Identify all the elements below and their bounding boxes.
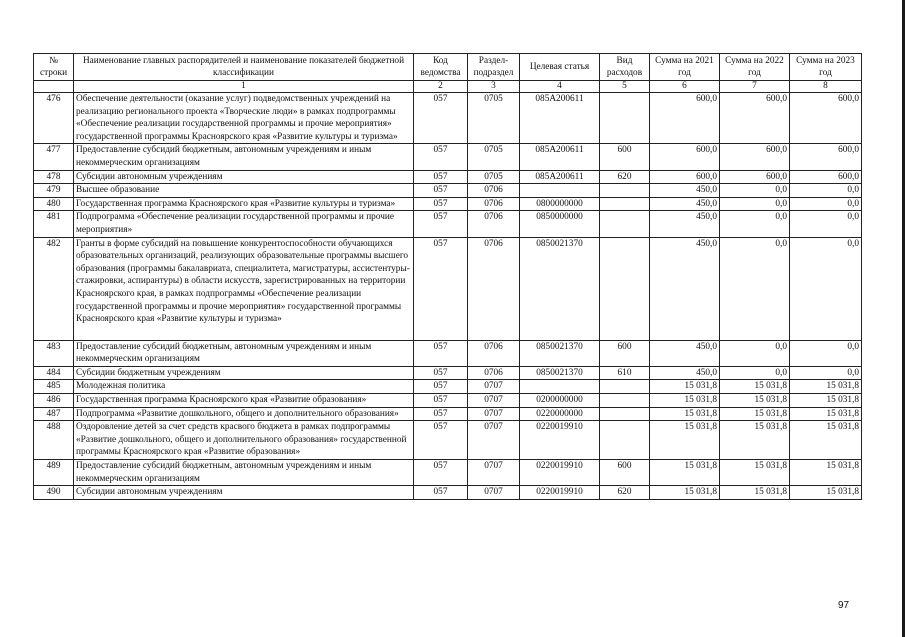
sum-2023-cell: 0,0 (790, 340, 862, 366)
row-number-cell: 485 (34, 380, 74, 394)
sum-2022-cell: 0,0 (720, 237, 790, 340)
dept-code-cell: 057 (414, 184, 468, 198)
table-row (34, 460, 862, 486)
row-name-cell: Подпрограмма «Обеспечение реализации государственной программы и прочие мероприятия» (74, 211, 414, 237)
row-name-cell: Предоставление субсидий бюджетным, автономным учреждениям и иным некоммерческим организациям (74, 340, 414, 366)
dept-code-cell: 057 (414, 380, 468, 394)
dept-code-cell: 057 (414, 407, 468, 421)
dept-code-cell: 057 (414, 144, 468, 170)
table-row (34, 237, 862, 340)
target-article-cell: 0800000000 (520, 197, 600, 211)
sum-2022-cell: 0,0 (720, 211, 790, 237)
sum-2023-cell: 600,0 (790, 93, 862, 144)
expense-type-cell: 600 (600, 340, 650, 366)
expense-type-cell (600, 407, 650, 421)
sum-2021-cell: 600,0 (650, 170, 720, 184)
section-code-cell: 0707 (468, 421, 520, 460)
dept-code-cell: 057 (414, 421, 468, 460)
column-number: 3 (468, 81, 520, 93)
column-number (34, 81, 74, 93)
header-row-no: № строки (34, 54, 74, 81)
sum-2023-cell: 15 031,8 (790, 460, 862, 486)
target-article-cell: 085A200611 (520, 93, 600, 144)
expense-type-cell (600, 197, 650, 211)
row-number-cell: 479 (34, 184, 74, 198)
dept-code-cell: 057 (414, 211, 468, 237)
dept-code-cell: 057 (414, 93, 468, 144)
expense-type-cell (600, 380, 650, 394)
sum-2022-cell: 15 031,8 (720, 460, 790, 486)
table-row (34, 380, 862, 394)
sum-2021-cell: 450,0 (650, 197, 720, 211)
sum-2021-cell: 15 031,8 (650, 407, 720, 421)
row-name-cell: Субсидии бюджетным учреждениям (74, 366, 414, 380)
header-dept: Код ведомства (414, 54, 468, 81)
sum-2022-cell: 600,0 (720, 170, 790, 184)
target-article-cell: 0220019910 (520, 486, 600, 500)
target-article-cell: 0850021370 (520, 366, 600, 380)
row-number-cell: 477 (34, 144, 74, 170)
expense-type-cell (600, 237, 650, 340)
dept-code-cell: 057 (414, 486, 468, 500)
header-sum-2023: Сумма на 2023 год (790, 54, 862, 81)
sum-2023-cell: 0,0 (790, 366, 862, 380)
section-code-cell: 0706 (468, 340, 520, 366)
target-article-cell: 0200000000 (520, 394, 600, 408)
row-name-cell: Подпрограмма «Развитие дошкольного, общего и дополнительного образования» (74, 407, 414, 421)
column-number: 6 (650, 81, 720, 93)
sum-2022-cell: 0,0 (720, 340, 790, 366)
dept-code-cell: 057 (414, 340, 468, 366)
sum-2022-cell: 0,0 (720, 366, 790, 380)
sum-2021-cell: 15 031,8 (650, 421, 720, 460)
row-name-cell: Оздоровление детей за счет средств красвого бюджета в рамках подпрограммы «Развитие дошкольного, общего и дополнительного образования» государственной программы Красноярского края «Развитие образования» (74, 421, 414, 460)
row-name-cell: Государственная программа Красноярского края «Развитие образования» (74, 394, 414, 408)
row-number-cell: 490 (34, 486, 74, 500)
row-name-cell: Государственная программа Красноярского края «Развитие культуры и туризма» (74, 197, 414, 211)
table-row (34, 394, 862, 408)
target-article-cell: 0850021370 (520, 340, 600, 366)
sum-2021-cell: 15 031,8 (650, 394, 720, 408)
column-number: 5 (600, 81, 650, 93)
expense-type-cell (600, 394, 650, 408)
row-number-cell: 486 (34, 394, 74, 408)
sum-2022-cell: 15 031,8 (720, 486, 790, 500)
expense-type-cell: 610 (600, 366, 650, 380)
target-article-cell: 0220019910 (520, 421, 600, 460)
sum-2021-cell: 450,0 (650, 340, 720, 366)
target-article-cell: 0850000000 (520, 211, 600, 237)
header-target: Целевая статья (520, 54, 600, 81)
sum-2023-cell: 0,0 (790, 197, 862, 211)
row-number-cell: 488 (34, 421, 74, 460)
dept-code-cell: 057 (414, 394, 468, 408)
row-name-cell: Гранты в форме субсидий на повышение конкурентоспособности обучающихся образовательных организаций, реализующих образовательные программы высшего образования (программы бакалавриата, специалитета, магистратуры, ассистентуры-стажировки, аспирантуры) в области искусств, зарегистрированных на территории Красноярского края, в рамках подпрограммы «Обеспечение реализации государственной программы и прочие мероприятия» государственной программы Красноярского края «Развитие культуры и туризма» (74, 237, 414, 340)
section-code-cell: 0707 (468, 394, 520, 408)
header-name: Наименование главных распорядителей и наименование показателей бюджетной классификации (74, 54, 414, 81)
row-number-cell: 487 (34, 407, 74, 421)
table-row (34, 144, 862, 170)
section-code-cell: 0707 (468, 486, 520, 500)
row-name-cell: Субсидии автономным учреждениям (74, 486, 414, 500)
dept-code-cell: 057 (414, 366, 468, 380)
row-number-cell: 489 (34, 460, 74, 486)
row-name-cell: Высшее образование (74, 184, 414, 198)
sum-2023-cell: 15 031,8 (790, 421, 862, 460)
table-row (34, 184, 862, 198)
header-section: Раздел-подраздел (468, 54, 520, 81)
expense-type-cell: 600 (600, 460, 650, 486)
sum-2022-cell: 0,0 (720, 184, 790, 198)
section-code-cell: 0707 (468, 407, 520, 421)
sum-2022-cell: 15 031,8 (720, 407, 790, 421)
table-row (34, 93, 862, 144)
target-article-cell: 085A200611 (520, 144, 600, 170)
expense-type-cell (600, 211, 650, 237)
sum-2021-cell: 600,0 (650, 144, 720, 170)
sum-2022-cell: 15 031,8 (720, 394, 790, 408)
sum-2021-cell: 15 031,8 (650, 486, 720, 500)
row-number-cell: 478 (34, 170, 74, 184)
table-body (34, 93, 862, 500)
sum-2023-cell: 600,0 (790, 170, 862, 184)
target-article-cell: 0850021370 (520, 237, 600, 340)
table-row (34, 170, 862, 184)
table-row (34, 407, 862, 421)
header-sum-2022: Сумма на 2022 год (720, 54, 790, 81)
header-sum-2021: Сумма на 2021 год (650, 54, 720, 81)
sum-2023-cell: 600,0 (790, 144, 862, 170)
table-row (34, 211, 862, 237)
column-number: 7 (720, 81, 790, 93)
sum-2023-cell: 15 031,8 (790, 394, 862, 408)
budget-table (33, 53, 862, 500)
dept-code-cell: 057 (414, 237, 468, 340)
expense-type-cell (600, 93, 650, 144)
sum-2022-cell: 15 031,8 (720, 380, 790, 394)
target-article-cell: 085A200611 (520, 170, 600, 184)
row-number-cell: 484 (34, 366, 74, 380)
expense-type-cell: 620 (600, 170, 650, 184)
sum-2023-cell: 15 031,8 (790, 380, 862, 394)
table-header-row (34, 54, 862, 81)
table-row (34, 197, 862, 211)
target-article-cell: 0220000000 (520, 407, 600, 421)
sum-2021-cell: 450,0 (650, 366, 720, 380)
row-name-cell: Обеспечение деятельности (оказание услуг) подведомственных учреждений на реализацию регионального проекта «Творческие люди» в рамках подпрограммы «Обеспечение реализации государственной программы и прочие мероприятия» государственной программы Красноярского края «Развитие культуры и туризма» (74, 93, 414, 144)
column-number: 2 (414, 81, 468, 93)
section-code-cell: 0706 (468, 237, 520, 340)
sum-2021-cell: 450,0 (650, 184, 720, 198)
budget-table-page (33, 53, 861, 500)
column-number-row (34, 81, 862, 93)
table-row (34, 486, 862, 500)
column-number: 4 (520, 81, 600, 93)
target-article-cell: 0220019910 (520, 460, 600, 486)
section-code-cell: 0707 (468, 380, 520, 394)
row-name-cell: Предоставление субсидий бюджетным, автономным учреждениям и иным некоммерческим организациям (74, 460, 414, 486)
sum-2022-cell: 0,0 (720, 197, 790, 211)
row-name-cell: Предоставление субсидий бюджетным, автономным учреждениям и иным некоммерческим организациям (74, 144, 414, 170)
section-code-cell: 0706 (468, 366, 520, 380)
table-row (34, 366, 862, 380)
header-exp-type: Вид расходов (600, 54, 650, 81)
sum-2021-cell: 600,0 (650, 93, 720, 144)
dept-code-cell: 057 (414, 170, 468, 184)
column-number: 8 (790, 81, 862, 93)
expense-type-cell: 620 (600, 486, 650, 500)
expense-type-cell (600, 421, 650, 460)
column-number: 1 (74, 81, 414, 93)
section-code-cell: 0707 (468, 460, 520, 486)
sum-2021-cell: 450,0 (650, 237, 720, 340)
row-number-cell: 481 (34, 211, 74, 237)
section-code-cell: 0706 (468, 211, 520, 237)
target-article-cell (520, 380, 600, 394)
row-number-cell: 483 (34, 340, 74, 366)
sum-2023-cell: 0,0 (790, 237, 862, 340)
sum-2023-cell: 0,0 (790, 184, 862, 198)
sum-2021-cell: 450,0 (650, 211, 720, 237)
dept-code-cell: 057 (414, 197, 468, 211)
sum-2022-cell: 600,0 (720, 144, 790, 170)
row-number-cell: 476 (34, 93, 74, 144)
table-row (34, 421, 862, 460)
section-code-cell: 0705 (468, 170, 520, 184)
sum-2022-cell: 600,0 (720, 93, 790, 144)
expense-type-cell (600, 184, 650, 198)
row-name-cell: Молодежная политика (74, 380, 414, 394)
table-row (34, 340, 862, 366)
row-number-cell: 480 (34, 197, 74, 211)
sum-2023-cell: 0,0 (790, 211, 862, 237)
section-code-cell: 0706 (468, 184, 520, 198)
sum-2021-cell: 15 031,8 (650, 380, 720, 394)
expense-type-cell: 600 (600, 144, 650, 170)
section-code-cell: 0705 (468, 93, 520, 144)
row-number-cell: 482 (34, 237, 74, 340)
target-article-cell (520, 184, 600, 198)
sum-2023-cell: 15 031,8 (790, 407, 862, 421)
dept-code-cell: 057 (414, 460, 468, 486)
sum-2023-cell: 15 031,8 (790, 486, 862, 500)
sum-2022-cell: 15 031,8 (720, 421, 790, 460)
section-code-cell: 0705 (468, 144, 520, 170)
section-code-cell: 0706 (468, 197, 520, 211)
row-name-cell: Субсидии автономным учреждениям (74, 170, 414, 184)
page-number: 97 (838, 600, 850, 611)
sum-2021-cell: 15 031,8 (650, 460, 720, 486)
